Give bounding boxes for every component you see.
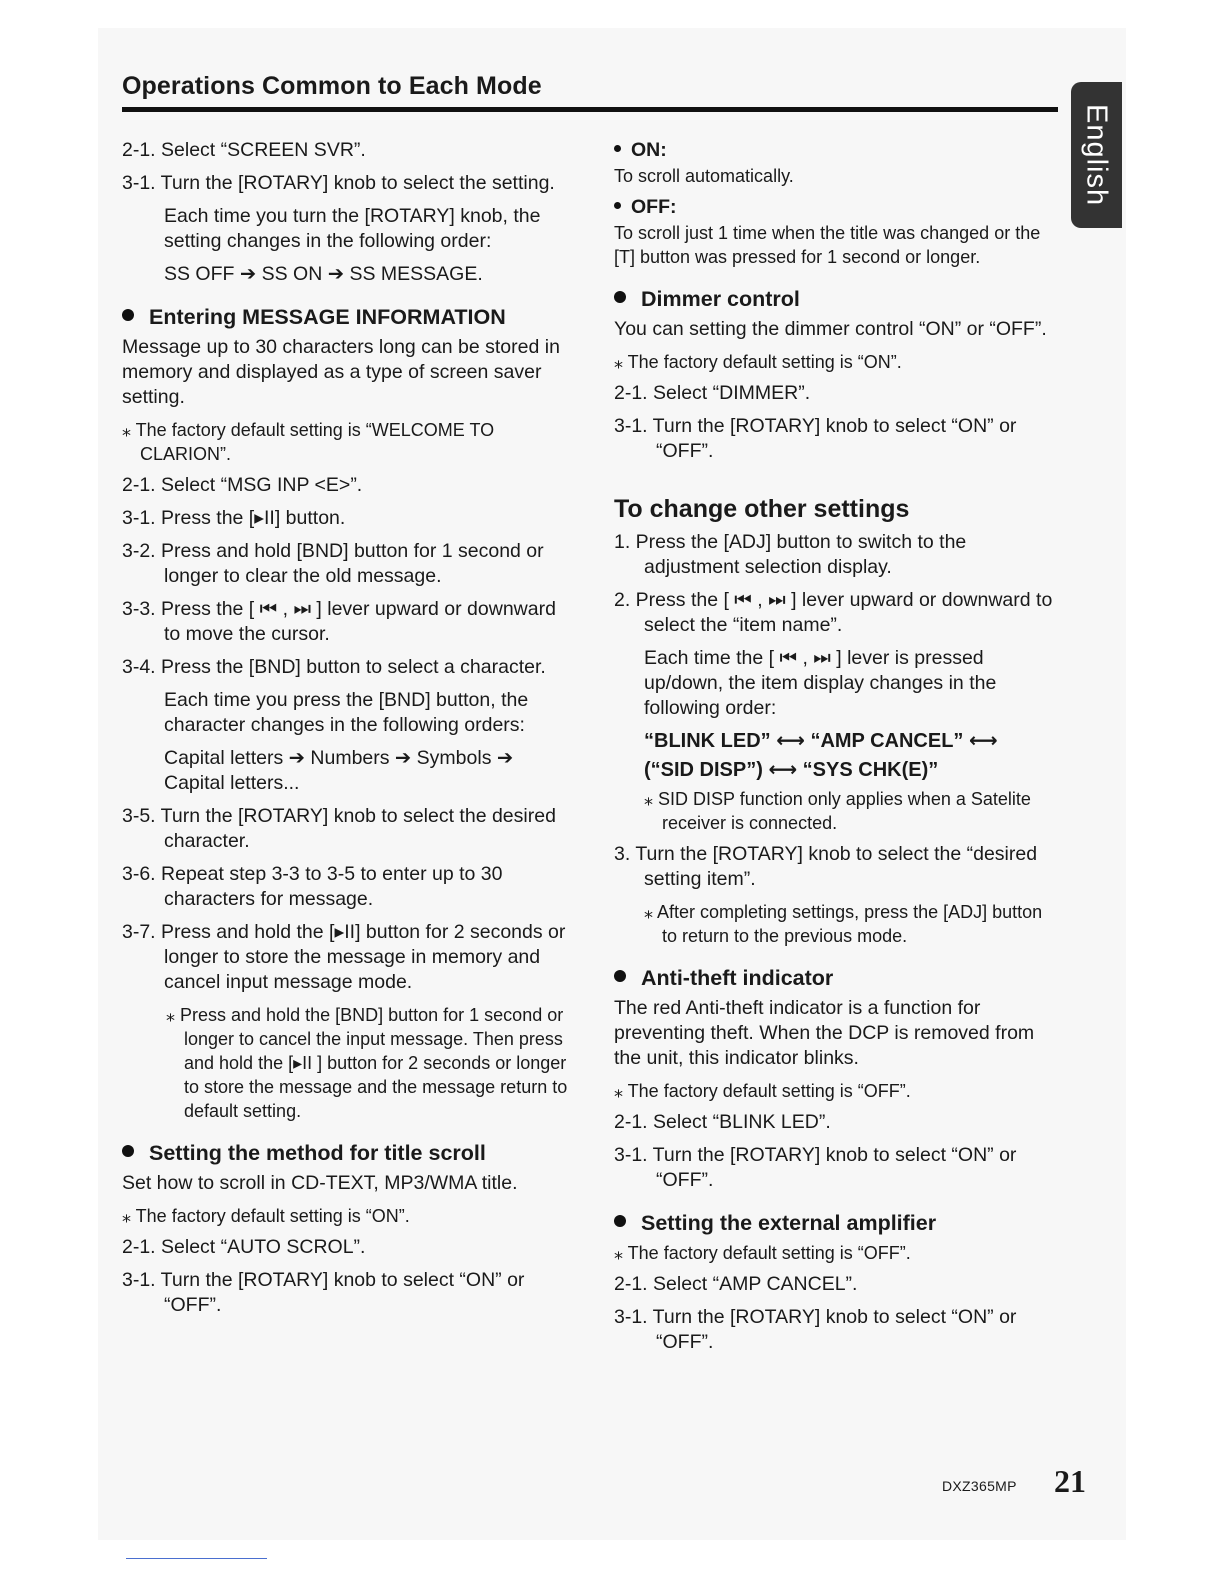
dimmer-default-note: ⁎ The factory default setting is “ON”.: [614, 352, 902, 372]
message-default-note: ⁎ The factory default setting is “WELCOME TO CLARION”.: [122, 420, 495, 464]
step-select-dimmer: 2-1. Select “DIMMER”.: [614, 382, 811, 404]
amplifier-default-note: ⁎ The factory default setting is “OFF”.: [614, 1243, 911, 1263]
dimmer-description: You can setting the dimmer control “ON” or “OFF”.: [614, 318, 1047, 340]
step-select-screen-svr: 2-1. Select “SCREEN SVR”.: [122, 139, 366, 161]
option-label: ON:: [631, 139, 667, 161]
heading-title-scroll: [122, 1139, 568, 1167]
heading-text: Anti-theft indicator: [641, 966, 834, 990]
heading-message-information: [122, 303, 568, 331]
step-dimmer-rotary: 3-1. Turn the [ROTARY] knob to select “ON” or “OFF”.: [614, 415, 1017, 462]
step-select-desired-character: 3-5. Turn the [ROTARY] knob to select the desired character.: [122, 805, 556, 852]
step-amp-rotary: 3-1. Turn the [ROTARY] knob to select “ON” or “OFF”.: [614, 1306, 1017, 1353]
character-order: Capital letters ➔ Numbers ➔ Symbols ➔ Capital letters...: [164, 747, 514, 794]
step-press-adj: 1. Press the [ADJ] button to switch to the adjustment selection display.: [614, 531, 967, 578]
screen-saver-order: SS OFF ➔ SS ON ➔ SS MESSAGE.: [164, 263, 483, 285]
rotary-order-text: Each time you turn the [ROTARY] knob, the setting changes in the following order:: [164, 205, 541, 252]
adj-return-note: ⁎ After completing settings, press the [ADJ] button to return to the previous mode.: [644, 902, 1043, 946]
step-select-amp-cancel: 2-1. Select “AMP CANCEL”.: [614, 1273, 858, 1295]
step-move-cursor: 3-3. Press the [ ⏮ , ⏭ ] lever upward or downward to move the cursor.: [122, 598, 556, 645]
step-select-character: 3-4. Press the [BND] button to select a character.: [122, 656, 546, 678]
scroll-default-note: ⁎ The factory default setting is “ON”.: [122, 1206, 410, 1226]
left-column: [122, 138, 568, 1326]
step-select-blink-led: 2-1. Select “BLINK LED”.: [614, 1111, 831, 1133]
bullet-icon: [122, 1145, 134, 1157]
model-number: DXZ365MP: [942, 1478, 1017, 1494]
bullet-icon: [614, 970, 626, 982]
option-on-text: To scroll automatically.: [614, 166, 794, 186]
bullet-icon: [122, 309, 134, 321]
language-tab-label: English: [1080, 103, 1113, 207]
character-order-text: Each time you press the [BND] button, the character changes in the following orders:: [164, 689, 529, 736]
cancel-message-note: ⁎ Press and hold the [BND] button for 1 second or longer to cancel the input message. Then press and hold the [▸II ] button for 2 seconds or longer to store the message and the message return to default setting.: [166, 1005, 568, 1121]
option-off-heading: [614, 195, 1060, 219]
item-order-line-1: “BLINK LED” ⟷ “AMP CANCEL” ⟷: [644, 730, 998, 752]
heading-dimmer-control: [614, 285, 1060, 313]
bullet-icon: [614, 145, 621, 152]
option-off-text: To scroll just 1 time when the title was changed or the [T] button was pressed for 1 second or longer.: [614, 223, 1041, 267]
step-repeat: 3-6. Repeat step 3-3 to 3-5 to enter up to 30 characters for message.: [122, 863, 503, 910]
bullet-icon: [614, 202, 621, 209]
heading-external-amplifier: [614, 1209, 1060, 1237]
anti-theft-default-note: ⁎ The factory default setting is “OFF”.: [614, 1081, 911, 1101]
message-description: Message up to 30 characters long can be stored in memory and displayed as a type of screen saver setting.: [122, 336, 560, 408]
heading-text: Dimmer control: [641, 287, 800, 311]
anti-theft-description: The red Anti-theft indicator is a function for preventing theft. When the DCP is removed from the unit, this indicator blinks.: [614, 997, 1035, 1069]
step-select-desired-item: 3. Turn the [ROTARY] knob to select the “desired setting item”.: [614, 843, 1038, 890]
item-order-text: Each time the [ ⏮ , ⏭ ] lever is pressed up/down, the item display changes in the following order:: [644, 647, 997, 719]
right-column: [614, 138, 1060, 1363]
heading-other-settings: To change other settings: [614, 495, 910, 523]
step-store-message: 3-7. Press and hold the [▸II] button for 2 seconds or longer to store the message in memory and cancel input message mode.: [122, 921, 566, 993]
step-msg-inp: 2-1. Select “MSG INP <E>”.: [122, 474, 363, 496]
bottom-underline: [126, 1558, 267, 1559]
option-label: OFF:: [631, 196, 677, 218]
step-scroll-rotary: 3-1. Turn the [ROTARY] knob to select “ON” or “OFF”.: [122, 1269, 525, 1316]
item-order-line-2: (“SID DISP”) ⟷ “SYS CHK(E)”: [644, 759, 939, 781]
option-on-heading: [614, 138, 1060, 162]
heading-text: Entering MESSAGE INFORMATION: [149, 305, 506, 329]
bullet-icon: [614, 1215, 626, 1227]
step-select-item-name: 2. Press the [ ⏮ , ⏭ ] lever upward or downward to select the “item name”.: [614, 589, 1053, 636]
sid-disp-note: ⁎ SID DISP function only applies when a Satelite receiver is connected.: [644, 789, 1031, 833]
heading-text: Setting the external amplifier: [641, 1211, 937, 1235]
page-number: 21: [1054, 1463, 1086, 1499]
title-rule: [122, 107, 1058, 112]
heading-anti-theft: [614, 964, 1060, 992]
bullet-icon: [614, 291, 626, 303]
heading-text: Setting the method for title scroll: [149, 1141, 486, 1165]
step-turn-rotary: 3-1. Turn the [ROTARY] knob to select the setting.: [122, 172, 555, 194]
step-press-hold-bnd: 3-2. Press and hold [BND] button for 1 second or longer to clear the old message.: [122, 540, 544, 587]
step-press-play: 3-1. Press the [▸II] button.: [122, 507, 346, 529]
step-blink-rotary: 3-1. Turn the [ROTARY] knob to select “ON” or “OFF”.: [614, 1144, 1017, 1191]
step-auto-scrol: 2-1. Select “AUTO SCROL”.: [122, 1236, 366, 1258]
scroll-description: Set how to scroll in CD-TEXT, MP3/WMA title.: [122, 1172, 518, 1194]
page-title: Operations Common to Each Mode: [122, 72, 542, 100]
